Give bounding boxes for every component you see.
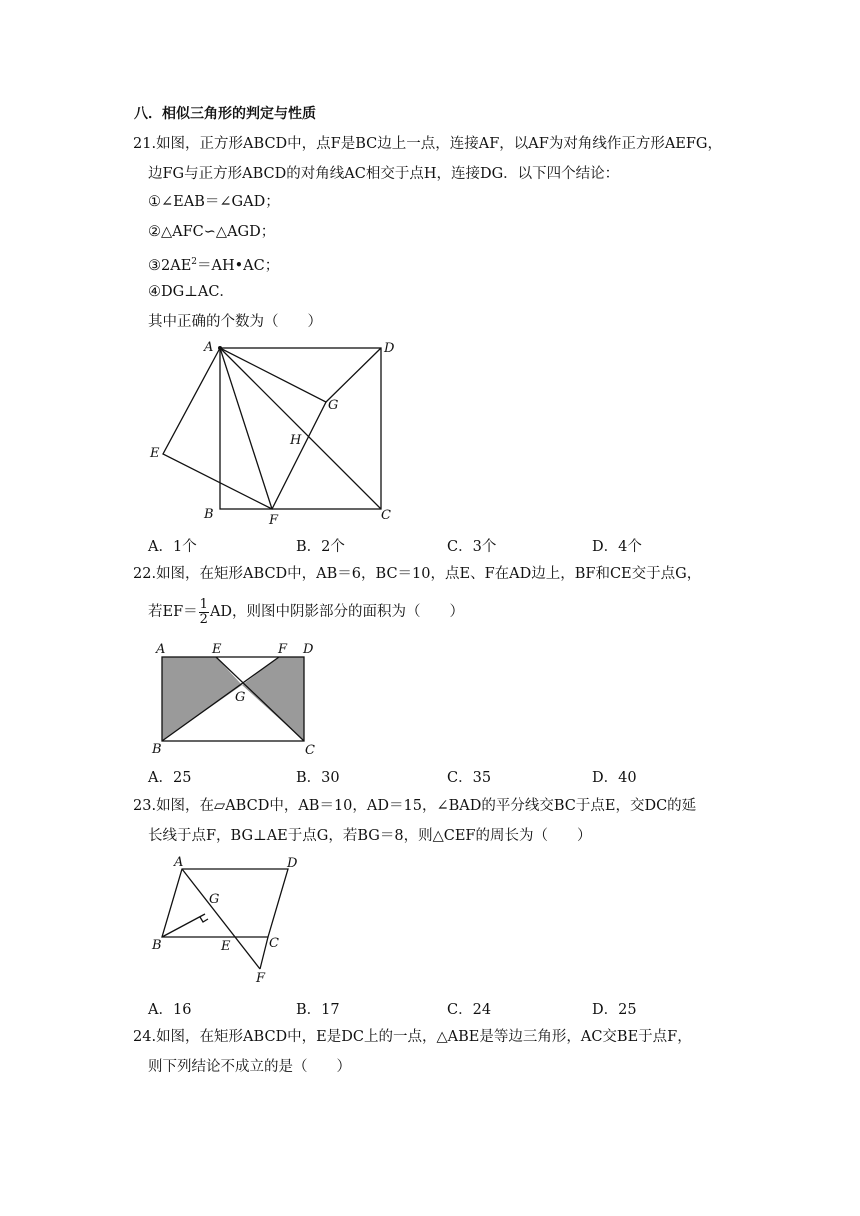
q23-segment-cf [260, 937, 268, 969]
q22-label-c: C [305, 743, 315, 758]
q21-number: 21. [133, 136, 157, 152]
q21-point-a [218, 346, 222, 350]
q22-fraction-denominator: 2 [199, 611, 208, 627]
q21-c3-right: ＝AH•AC； [197, 257, 280, 274]
q22-figure [148, 638, 328, 760]
q23-option-d[interactable]: D．25 [592, 1002, 637, 1018]
q21-line2: 边FG与正方形ABCD的对角线AC相交于点H，连接DG．以下四个结论： [148, 166, 620, 182]
q23-label-g: G [209, 892, 220, 907]
q24-text1: 如图，在矩形ABCD中，E是DC上的一点，△ABE是等边三角形，AC交BE于点F， [156, 1029, 692, 1045]
q23-label-d: D [287, 856, 298, 871]
q23-option-b[interactable]: B．17 [296, 1002, 340, 1018]
q21-option-c[interactable]: C．3个 [447, 539, 497, 555]
q22-label-d: D [303, 642, 314, 657]
q23-label-b: B [152, 938, 162, 953]
q23-line1 [133, 796, 696, 816]
q21-c3-left: ③2AE [148, 257, 192, 274]
q21-option-d[interactable]: D．4个 [592, 539, 642, 555]
q23-line2: 长线于点F，BG⊥AE于点G，若BG＝8，则△CEF的周长为（ ） [148, 828, 592, 844]
q21-conclusion-1: ①∠EAB＝∠GAD； [148, 194, 280, 210]
q22-option-d[interactable]: D．40 [592, 770, 637, 786]
q21-line1 [133, 134, 722, 154]
q23-figure [148, 852, 318, 987]
q22-label-g: G [235, 690, 246, 705]
q21-text1: 如图，正方形ABCD中，点F是BC边上一点，连接AF，以AF为对角线作正方形AEFG， [156, 136, 723, 152]
q21-label-c: C [381, 508, 391, 523]
q23-label-a: A [174, 855, 184, 870]
q22-text2-left: 若EF＝ [148, 604, 198, 620]
q21-c3-exponent: 2 [191, 257, 198, 267]
q22-label-b: B [152, 742, 162, 757]
q21-conclusion-3 [148, 252, 279, 276]
q21-segment-dg [326, 348, 381, 402]
q22-text2-right: AD，则图中阴影部分的面积为（ ） [209, 604, 465, 620]
q24-number: 24. [133, 1029, 157, 1045]
q22-label-e: E [212, 642, 222, 657]
q22-fraction [199, 598, 209, 627]
q22-line2 [148, 595, 464, 629]
q24-line1 [133, 1027, 692, 1047]
q23-label-f: F [256, 971, 266, 986]
q21-question: 其中正确的个数为（ ） [148, 314, 322, 330]
q21-label-g: G [328, 398, 339, 413]
q22-option-a[interactable]: A．25 [148, 770, 192, 786]
q23-option-a[interactable]: A．16 [148, 1002, 192, 1018]
q22-shade-right [242, 657, 304, 741]
q21-option-b[interactable]: B．2个 [296, 539, 345, 555]
q22-label-f: F [278, 642, 288, 657]
q21-label-b: B [204, 507, 214, 522]
q22-line1 [133, 564, 701, 584]
q21-label-a: A [204, 340, 214, 355]
section-title: 八．相似三角形的判定与性质 [134, 106, 316, 122]
q21-label-h: H [290, 433, 302, 448]
q21-label-d: D [384, 341, 395, 356]
q24-line2: 则下列结论不成立的是（ ） [148, 1059, 351, 1075]
q23-label-c: C [269, 936, 279, 951]
q21-option-a[interactable]: A．1个 [148, 539, 197, 555]
q22-fraction-numerator: 1 [199, 596, 208, 612]
q23-label-e: E [221, 939, 231, 954]
q22-text1: 如图，在矩形ABCD中，AB＝6，BC＝10，点E、F在AD边上，BF和CE交于点G， [156, 566, 702, 582]
q22-number: 22. [133, 566, 157, 582]
q23-text1: 如图，在▱ABCD中，AB＝10，AD＝15，∠BAD的平分线交BC于点E，交DC的延 [156, 798, 697, 814]
q21-conclusion-4: ④DG⊥AC． [148, 284, 234, 300]
q23-right-angle-mark [200, 917, 208, 922]
q21-label-e: E [150, 446, 160, 461]
q22-option-c[interactable]: C．35 [447, 770, 492, 786]
q21-conclusion-2: ②△AFC∽△AGD； [148, 224, 276, 240]
q22-label-a: A [156, 642, 166, 657]
q21-label-f: F [269, 513, 279, 528]
q21-figure [140, 338, 410, 528]
q23-segment-bg [162, 914, 205, 937]
q23-segment-af [182, 869, 260, 969]
q23-number: 23. [133, 798, 157, 814]
q21-diagonal-af [220, 348, 272, 509]
q23-option-c[interactable]: C．24 [447, 1002, 492, 1018]
q22-option-b[interactable]: B．30 [296, 770, 340, 786]
